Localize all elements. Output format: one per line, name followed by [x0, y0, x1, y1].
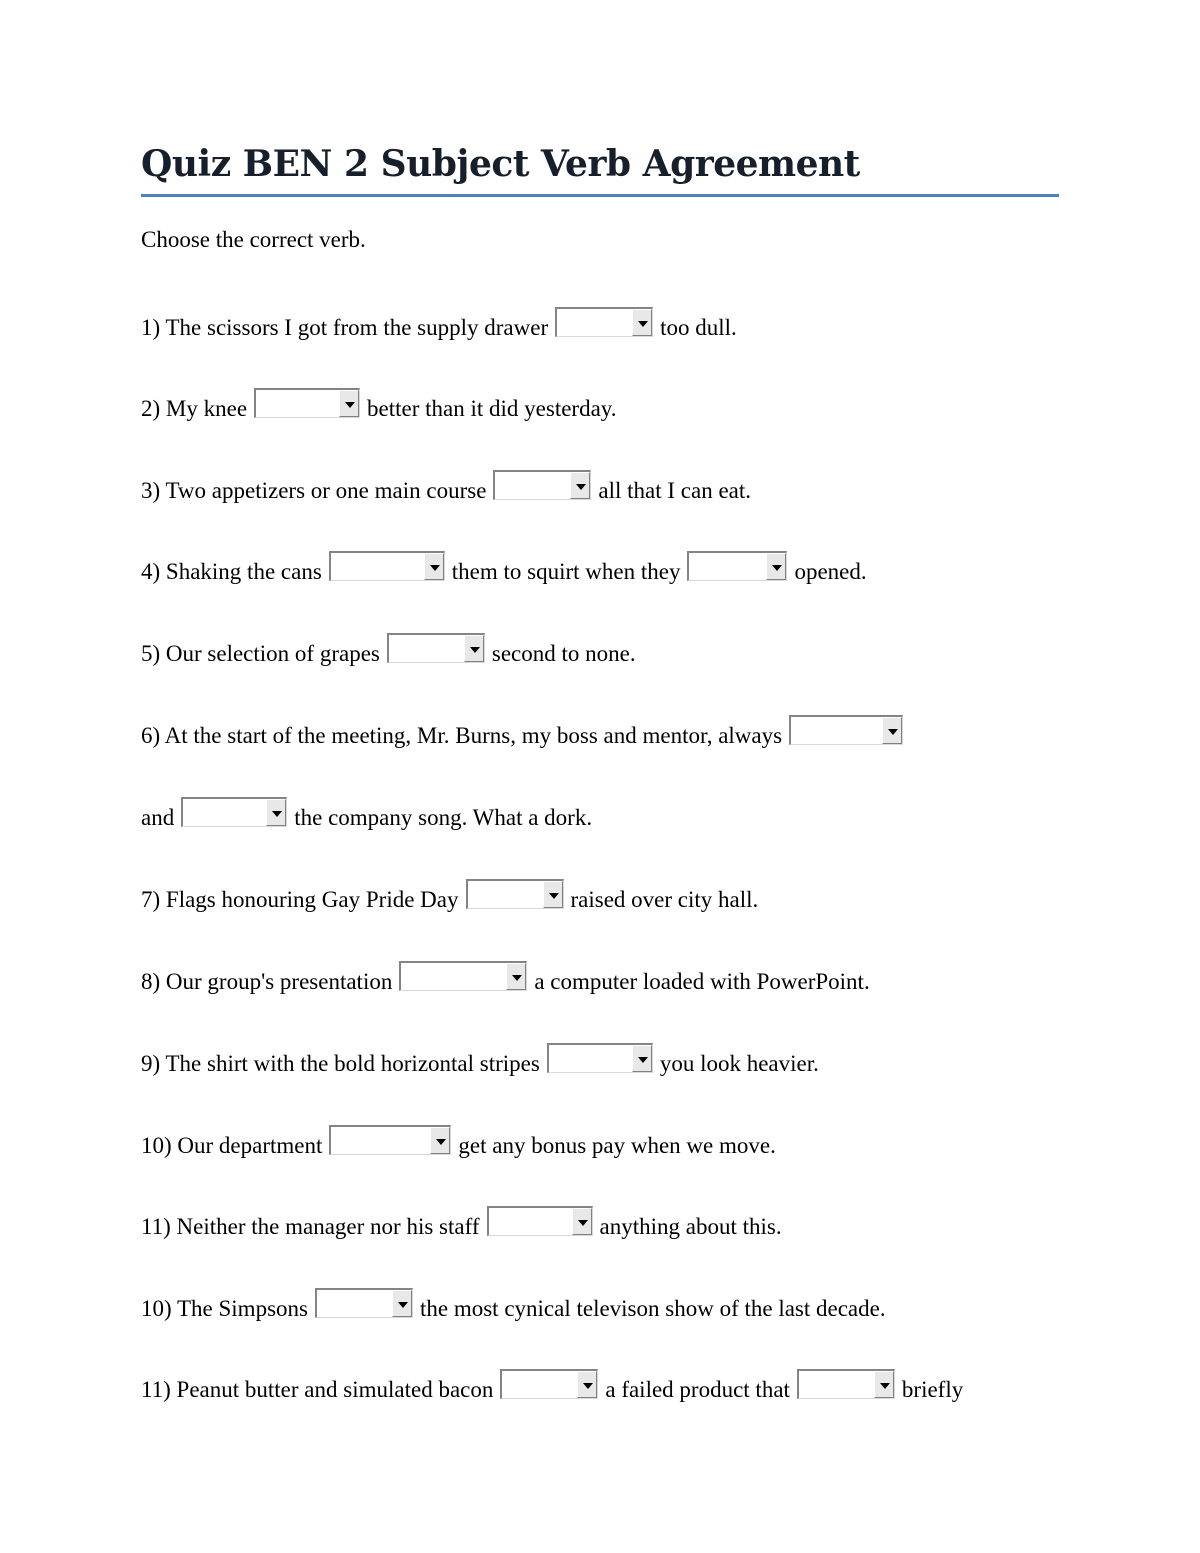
dropdown-button[interactable] — [882, 717, 902, 744]
question-text: 7) Flags honouring Gay Pride Day — [141, 887, 459, 912]
instruction-text: Choose the correct verb. — [141, 227, 366, 252]
dropdown-button[interactable] — [464, 635, 484, 662]
question-text: a failed product that — [605, 1377, 790, 1402]
chevron-down-icon — [638, 321, 648, 327]
chevron-down-icon — [880, 1383, 890, 1389]
question-11 — [141, 1207, 782, 1247]
question-4 — [141, 552, 867, 592]
question-text: 8) Our group's presentation — [141, 969, 393, 994]
verb-dropdown[interactable] — [500, 1369, 598, 1399]
question-text: second to none. — [491, 641, 636, 666]
chevron-down-icon — [549, 893, 559, 899]
question-9 — [141, 1044, 819, 1084]
dropdown-button[interactable] — [766, 553, 786, 580]
verb-dropdown[interactable] — [555, 307, 653, 337]
verb-dropdown[interactable] — [387, 633, 485, 663]
verb-dropdown[interactable] — [687, 551, 787, 581]
verb-dropdown[interactable] — [493, 470, 591, 500]
question-text: the most cynical televison show of the last decade. — [419, 1296, 886, 1321]
question-7 — [141, 880, 758, 920]
question-text: 11) Peanut butter and simulated bacon — [141, 1377, 494, 1402]
chevron-down-icon — [888, 729, 898, 735]
verb-dropdown[interactable] — [547, 1043, 653, 1073]
question-text: them to squirt when they — [451, 559, 681, 584]
verb-dropdown[interactable] — [329, 551, 445, 581]
question-text: get any bonus pay when we move. — [458, 1133, 776, 1158]
dropdown-button[interactable] — [874, 1371, 894, 1398]
question-6 — [141, 716, 910, 756]
chevron-down-icon — [583, 1383, 593, 1389]
dropdown-button[interactable] — [572, 1208, 592, 1235]
dropdown-button[interactable] — [424, 553, 444, 580]
chevron-down-icon — [470, 647, 480, 653]
verb-dropdown[interactable] — [254, 388, 360, 418]
question-text: and — [141, 805, 175, 830]
question-text: 1) The scissors I got from the supply drawer — [141, 315, 549, 340]
chevron-down-icon — [430, 565, 440, 571]
question-6-continued — [141, 798, 592, 838]
question-text: 3) Two appetizers or one main course — [141, 478, 487, 503]
dropdown-button[interactable] — [577, 1371, 597, 1398]
dropdown-button[interactable] — [430, 1127, 450, 1154]
dropdown-button[interactable] — [632, 309, 652, 336]
dropdown-button[interactable] — [543, 881, 563, 908]
question-text: 11) Neither the manager nor his staff — [141, 1214, 480, 1239]
chevron-down-icon — [638, 1057, 648, 1063]
chevron-down-icon — [345, 402, 355, 408]
chevron-down-icon — [436, 1139, 446, 1145]
dropdown-button[interactable] — [339, 390, 359, 417]
question-5 — [141, 634, 636, 674]
question-3 — [141, 471, 751, 511]
verb-dropdown[interactable] — [466, 879, 564, 909]
question-text: 10) Our department — [141, 1133, 323, 1158]
chevron-down-icon — [578, 1220, 588, 1226]
chevron-down-icon — [512, 975, 522, 981]
question-12 — [141, 1289, 886, 1329]
question-2 — [141, 389, 617, 429]
chevron-down-icon — [576, 484, 586, 490]
chevron-down-icon — [272, 811, 282, 817]
question-text: 6) At the start of the meeting, Mr. Burns, my boss and mentor, always — [141, 723, 783, 748]
verb-dropdown[interactable] — [181, 797, 287, 827]
instruction — [141, 220, 366, 260]
question-text: better than it did yesterday. — [367, 396, 617, 421]
question-text: anything about this. — [599, 1214, 782, 1239]
dropdown-button[interactable] — [570, 472, 590, 499]
verb-dropdown[interactable] — [797, 1369, 895, 1399]
question-8 — [141, 962, 870, 1002]
chevron-down-icon — [398, 1302, 408, 1308]
question-text: all that I can eat. — [598, 478, 752, 503]
dropdown-button[interactable] — [506, 963, 526, 990]
question-text: a computer loaded with PowerPoint. — [534, 969, 870, 994]
verb-dropdown[interactable] — [487, 1206, 593, 1236]
dropdown-button[interactable] — [266, 799, 286, 826]
dropdown-button[interactable] — [632, 1045, 652, 1072]
page-title: Quiz BEN 2 Subject Verb Agreement — [141, 143, 860, 185]
verb-dropdown[interactable] — [329, 1125, 451, 1155]
question-text: you look heavier. — [659, 1051, 819, 1076]
question-text: opened. — [794, 559, 867, 584]
question-text: 4) Shaking the cans — [141, 559, 322, 584]
question-text: 10) The Simpsons — [141, 1296, 308, 1321]
title-underline — [141, 194, 1059, 197]
question-13 — [141, 1370, 963, 1410]
question-text: too dull. — [660, 315, 737, 340]
chevron-down-icon — [772, 565, 782, 571]
verb-dropdown[interactable] — [315, 1288, 413, 1318]
question-1 — [141, 308, 737, 348]
question-text: 5) Our selection of grapes — [141, 641, 380, 666]
question-text: raised over city hall. — [570, 887, 759, 912]
question-text: 2) My knee — [141, 396, 248, 421]
question-text: the company song. What a dork. — [294, 805, 593, 830]
verb-dropdown[interactable] — [399, 961, 527, 991]
question-10 — [141, 1126, 776, 1166]
question-text: 9) The shirt with the bold horizontal stripes — [141, 1051, 540, 1076]
question-text: briefly — [901, 1377, 964, 1402]
verb-dropdown[interactable] — [789, 715, 903, 745]
dropdown-button[interactable] — [392, 1290, 412, 1317]
